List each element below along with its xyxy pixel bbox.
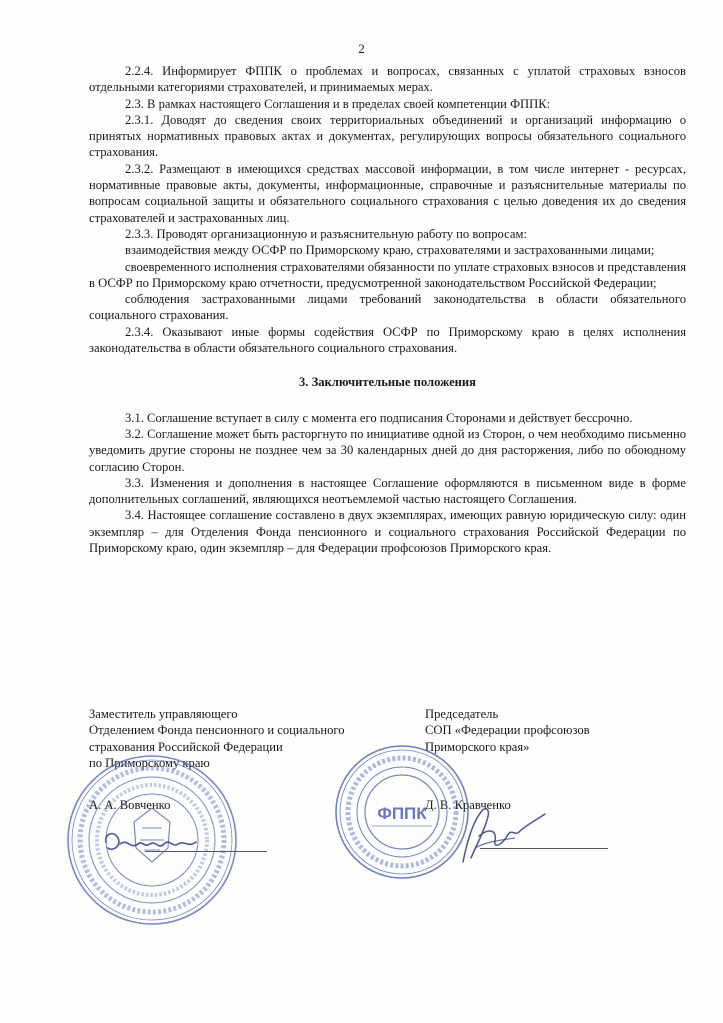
signer-title-line: Приморского края» — [425, 739, 530, 754]
signer-name-right: Д. В. Кравченко — [425, 797, 511, 812]
paragraph-2-3-1: 2.3.1. Доводят до сведения своих территориальных объединений и организаций информацию о принятых нормативных правовых актах и документах, регулирующих вопросы обязательного социального страхования. — [89, 112, 686, 160]
signer-name-left: А. А. Вовченко — [89, 798, 171, 813]
paragraph-2-3-2: 2.3.2. Размещают в имеющихся средствах массовой информации, в том числе интернет - ресурсах, нормативные правовые акты, документы, информационные, справочные и разъяснительные материалы по вопросам социальной защиты и обязательного социального страхования с целью доведения их до сведения страхователей и застрахованных лиц. — [89, 161, 686, 225]
paragraph-2-3-4: 2.3.4. Оказывают иные формы содействия ОСФР по Приморскому краю в целях исполнения законодательства в области обязательного социального страхования. — [89, 324, 686, 356]
paragraph-3-1: 3.1. Соглашение вступает в силу с момента его подписания Сторонами и действует бессрочно. — [125, 410, 633, 425]
signer-title-line: Председатель — [425, 707, 499, 721]
page-number: 2 — [358, 41, 365, 56]
document-body — [89, 63, 686, 556]
signer-title-line: Заместитель управляющего — [89, 707, 238, 721]
seal-center-text: ФППК — [377, 804, 427, 823]
handwritten-signature-right-icon — [445, 792, 555, 872]
paragraph-3-4: 3.4. Настоящее соглашение составлено в двух экземплярах, имеющих равную юридическую силу: один экземпляр – для Отделения Фонда пенсионного и социального страхования Российской Федерации по Приморскому краю, один экземпляр – для Федерации профсоюзов Приморского края. — [89, 508, 686, 556]
paragraph-2-3-3-item-3: соблюдения застрахованными лицами требований законодательства в области обязательного социального страхования. — [89, 292, 686, 323]
paragraph-2-3-3-item-1: взаимодействия между ОСФР по Приморскому краю, страхователями и застрахованными лицами; — [125, 243, 655, 258]
section-title: 3. Заключительные положения — [298, 375, 476, 390]
handwritten-signature-left-icon — [100, 822, 205, 867]
paragraph-2-3-3-item-2: своевременного исполнения страхователями обязанности по уплате страховых взносов и представления в ОСФР по Приморскому краю отчетности, предусмотренной законодательством Российской Федерации; — [89, 259, 686, 290]
paragraph-2-2-4: 2.2.4. Информирует ФППК о проблемах и вопросах, связанных с уплатой страховых взносов отдельными категориями страхователей, и принимаемых мерах. — [89, 64, 686, 95]
paragraph-2-3: 2.3. В рамках настоящего Соглашения и в пределах своей компетенции ФППК: — [125, 96, 551, 111]
paragraph-3-2: 3.2. Соглашение может быть расторгнуто по инициативе одной из Сторон, о чем необходимо письменно уведомить другие стороны не позднее чем за 30 календарных дней до дня расторжения, либо по обоюдному согласию Сторон. — [89, 426, 686, 474]
paragraph-3-3: 3.3. Изменения и дополнения в настоящее Соглашение оформляются в письменном виде в форме дополнительных соглашений, являющихся неотъемлемой частью настоящего Соглашения. — [89, 475, 686, 507]
signer-title-line: СОП «Федерации профсоюзов — [425, 723, 590, 738]
signer-title-line: по Приморскому краю — [89, 755, 210, 770]
signer-title-line: Отделением Фонда пенсионного и социального — [89, 723, 345, 738]
paragraph-2-3-3: 2.3.3. Проводят организационную и разъяснительную работу по вопросам: — [125, 226, 527, 241]
signer-title-line: страхования Российской Федерации — [89, 739, 283, 754]
